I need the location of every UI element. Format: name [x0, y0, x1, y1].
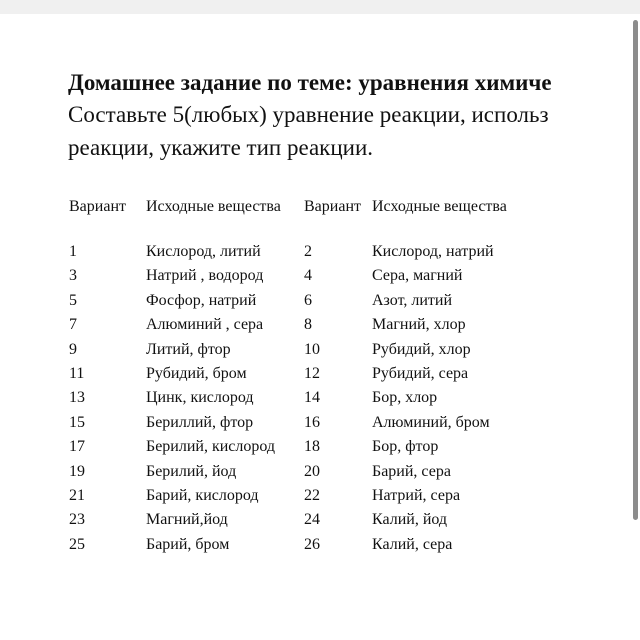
substances-cell: Берилий, йод [146, 463, 237, 480]
substances-cell: Барий, сера [372, 463, 451, 480]
variant-number-cell: 26 [304, 536, 320, 553]
substances-cell: Бор, хлор [372, 389, 438, 406]
substances-cell: Натрий , водород [146, 267, 264, 284]
substances-cell: Барий, бром [146, 536, 230, 553]
substances-cell: Кислород, литий [146, 243, 261, 260]
variant-number-cell: 9 [69, 341, 77, 358]
variant-number-cell: 1 [69, 243, 77, 260]
substances-cell: Бор, фтор [372, 438, 439, 455]
variant-number-cell: 10 [304, 341, 320, 358]
header-variant-1: Вариант [69, 198, 126, 215]
variant-number-cell: 25 [69, 536, 85, 553]
variant-number-cell: 3 [69, 267, 77, 284]
substances-cell: Сера, магний [372, 267, 463, 284]
variant-number-cell: 18 [304, 438, 320, 455]
instruction-text [68, 98, 640, 164]
substances-cell: Магний,йод [146, 511, 228, 528]
variant-number-cell: 17 [69, 438, 85, 455]
variant-number-cell: 12 [304, 365, 320, 382]
variant-number-cell: 20 [304, 463, 320, 480]
substances-cell: Кислород, натрий [372, 243, 494, 260]
substances-cell: Фосфор, натрий [146, 292, 257, 309]
variant-number-cell: 5 [69, 292, 77, 309]
header-variant-2: Вариант [304, 198, 361, 215]
variant-number-cell: 16 [304, 414, 320, 431]
substances-cell: Литий, фтор [146, 341, 231, 358]
instruction-line-1: Составьте 5(любых) уравнение реакции, использ [68, 102, 549, 127]
variant-number-cell: 21 [69, 487, 85, 504]
variant-number-cell: 23 [69, 511, 85, 528]
variant-number-cell: 7 [69, 316, 77, 333]
substances-cell: Рубидий, хлор [372, 341, 471, 358]
page-title: Домашнее задание по теме: уравнения химиче [68, 70, 552, 95]
variant-number-cell: 15 [69, 414, 85, 431]
substances-cell: Берилий, кислород [146, 438, 276, 455]
substances-cell: Рубидий, сера [372, 365, 469, 382]
variant-number-cell: 8 [304, 316, 312, 333]
substances-cell: Рубидий, бром [146, 365, 247, 382]
substances-cell: Калий, сера [372, 536, 453, 553]
substances-cell: Цинк, кислород [146, 389, 254, 406]
substances-cell: Магний, хлор [372, 316, 466, 333]
substances-cell: Азот, литий [372, 292, 453, 309]
header-substances-2: Исходные вещества [372, 198, 507, 215]
substances-cell: Калий, йод [372, 511, 448, 528]
header-substances-1: Исходные вещества [146, 198, 281, 215]
variant-number-cell: 4 [304, 267, 312, 284]
variant-number-cell: 11 [69, 365, 85, 382]
substances-cell: Барий, кислород [146, 487, 259, 504]
substances-cell: Натрий, сера [372, 487, 461, 504]
instruction-line-2: реакции, укажите тип реакции. [68, 135, 374, 160]
variant-number-cell: 14 [304, 389, 320, 406]
top-strip [0, 0, 640, 14]
variant-number-cell: 6 [304, 292, 312, 309]
substances-cell: Бериллий, фтор [146, 414, 254, 431]
variant-number-cell: 19 [69, 463, 85, 480]
variant-number-cell: 13 [69, 389, 85, 406]
variant-number-cell: 22 [304, 487, 320, 504]
substances-cell: Алюминий , сера [146, 316, 264, 333]
variant-number-cell: 24 [304, 511, 320, 528]
variant-number-cell: 2 [304, 243, 312, 260]
substances-cell: Алюминий, бром [372, 414, 490, 431]
